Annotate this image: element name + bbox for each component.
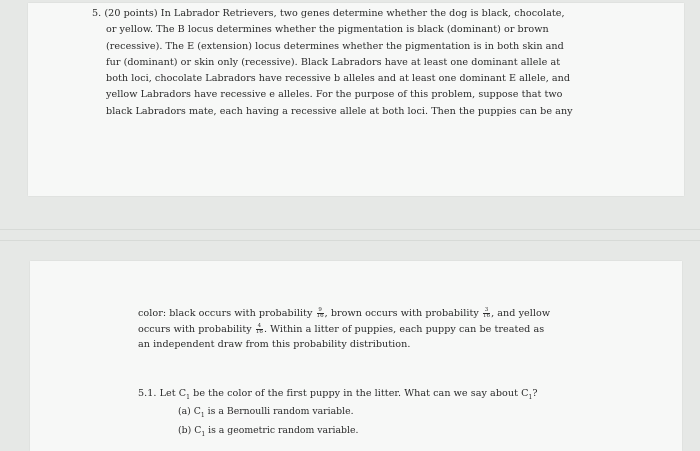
divider	[0, 240, 700, 241]
choice-label: (a)	[178, 406, 191, 417]
question-5-1: 5.1. Let $C_1$ be the color of the first puppy in the litter. What can we say about $C_1$?	[138, 388, 538, 401]
choice-b[interactable]: (b) $C_1$ is a geometric random variable.	[178, 425, 359, 438]
probability-distribution-text	[138, 306, 556, 353]
question-label: 5.1.	[138, 388, 157, 399]
choice-a[interactable]: (a) $C_1$ is a Bernoulli random variable.	[178, 406, 354, 419]
problem-statement	[92, 6, 576, 120]
continuation-part4: . Within a litter of puppies, each puppy can be treated as an independent draw from this probability distribution.	[138, 323, 545, 351]
choice-label: (b)	[178, 425, 192, 436]
continuation-part1: color: black occurs with probability	[138, 308, 313, 319]
continuation-part2: , brown occurs with probability	[324, 308, 479, 319]
continuation-panel	[30, 261, 682, 451]
divider	[0, 229, 700, 230]
continuation-part3: , and yellow occurs with probability	[138, 308, 551, 335]
problem-points: (20 points)	[104, 8, 158, 19]
black-probability: $\frac{9}{16}$	[316, 307, 324, 319]
problem-number: 5.	[92, 8, 102, 19]
problem-body: In Labrador Retrievers, two genes determine whether the dog is black, chocolate, or yellow. The B locus determines whether the pigmentation is black (dominant) or brown (recessive). The E (extension) locus determines whether the pigmentation is in both skin and fur (dominant) or skin only (recessive). Black Labradors have at least one dominant allele at both loci, chocolate Labradors have recessive b alleles and at least one dominant E allele, and yellow Labradors have recessive e alleles. For the purpose of this problem, suppose that two black Labradors mate, each having a recessive allele at both loci. Then the puppies can be any	[106, 8, 573, 117]
brown-probability: $\frac{3}{16}$	[482, 307, 491, 319]
yellow-probability: $\frac{4}{16}$	[255, 322, 263, 335]
